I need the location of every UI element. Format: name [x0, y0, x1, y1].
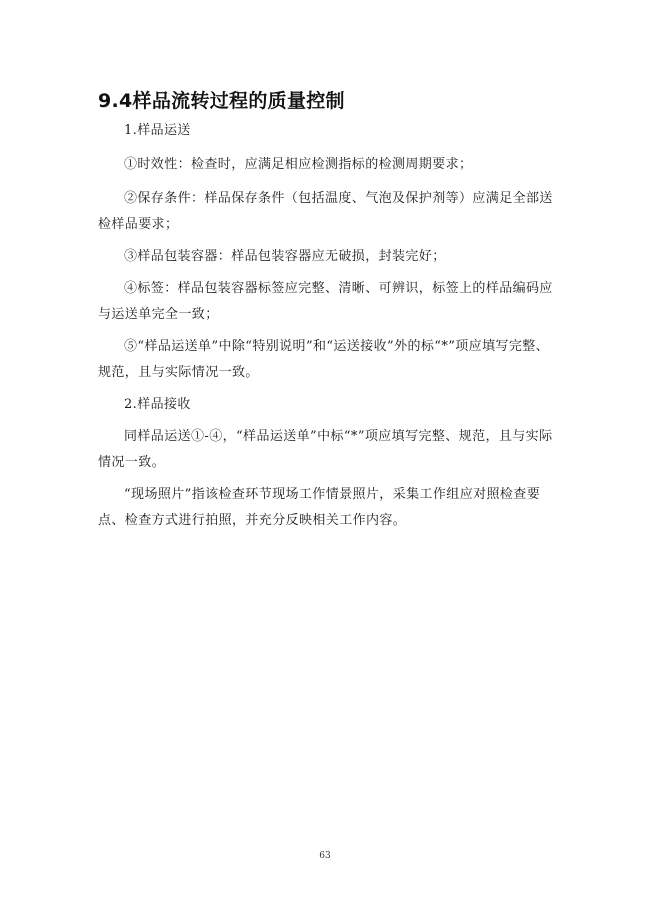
paragraph-site-photos: “现场照片”指该检查环节现场工作情景照片，采集工作组应对照检查要点、检查方式进行拍照，并充分反映相关工作内容。 — [98, 487, 541, 528]
paragraph-sample-receipt: 同样品运送①-④，“样品运送单”中标“*”项应填写完整、规范，且与实际情况一致。 — [98, 429, 553, 470]
page-number: 63 — [319, 851, 331, 861]
section-heading: 9.4样品流转过程的质量控制 — [98, 90, 345, 112]
paragraph-storage-conditions: ②保存条件：样品保存条件（包括温度、气泡及保护剂等）应满足全部送检样品要求； — [98, 191, 553, 232]
paragraph-label: ④标签：样品包装容器标签应完整、清晰、可辨识，标签上的样品编码应与运送单完全一致； — [98, 281, 553, 322]
paragraph-timeliness: ①时效性：检查时，应满足相应检测指标的检测周期要求； — [124, 157, 473, 172]
paragraph-packaging-container: ③样品包装容器：样品包装容器应无破损，封装完好； — [124, 249, 446, 264]
subsection-title-sample-receipt: 2.样品接收 — [124, 397, 191, 412]
paragraph-transport-form: ⑤“样品运送单”中除“特别说明”和“运送接收”外的标“*”项应填写完整、规范，且与实际情况一致。 — [98, 339, 550, 380]
subsection-title-sample-transport: 1.样品运送 — [124, 123, 191, 138]
